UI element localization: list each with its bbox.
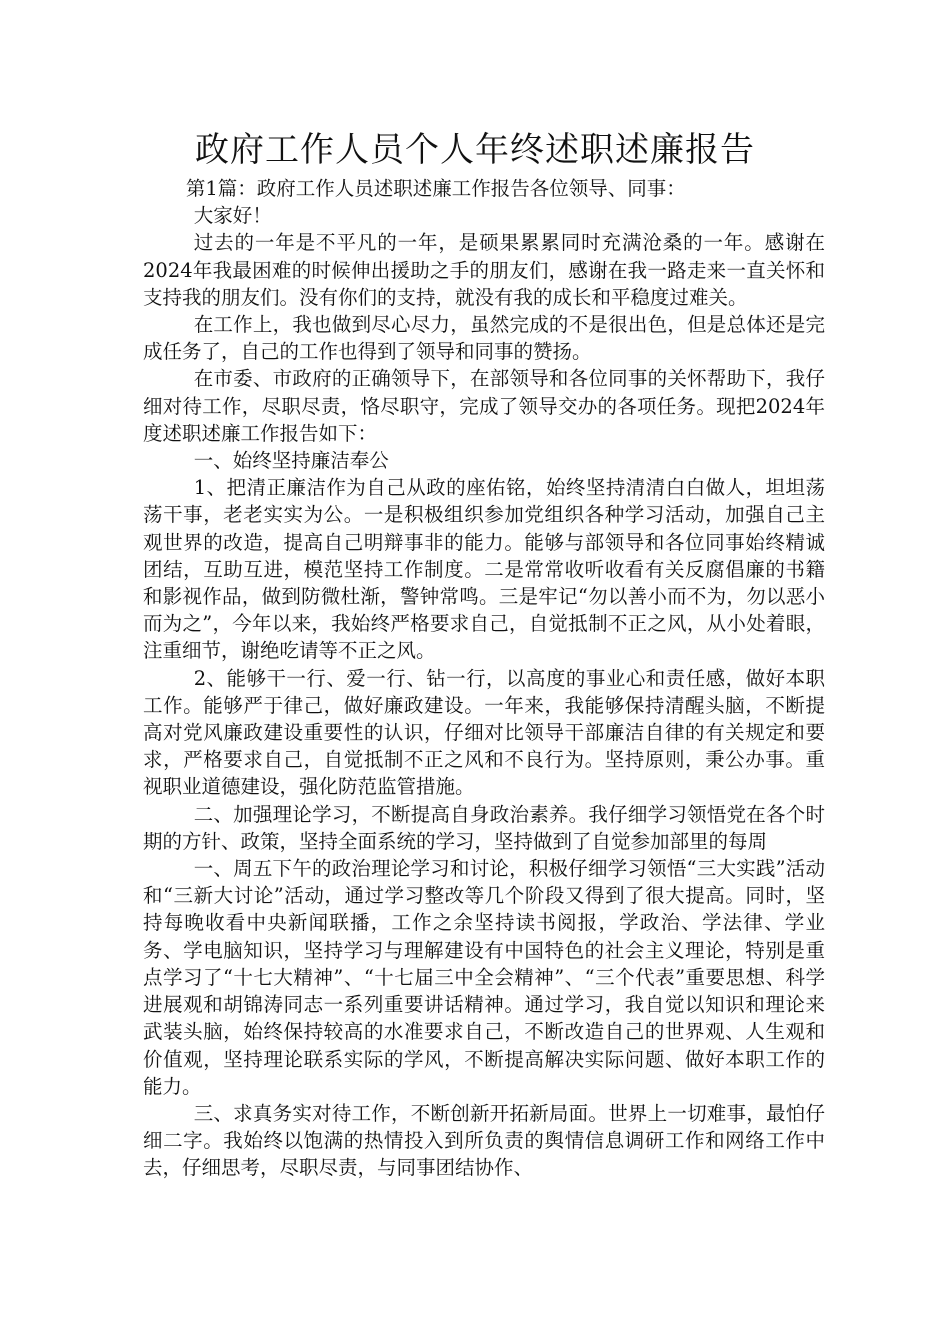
section-heading: 一、始终坚持廉洁奉公 [193,449,389,473]
paragraph: 2、能够干一行、爱一行、钻一行，以高度的事业心和责任感，做好本职工作。能够严于律己，做好廉政建设。一年来，我能够保持清醒头脑，不断提高对党风廉政建设重要性的认识，仔细对比领导干部廉洁自律的有关规定和要求，严格要求自己，自觉抵制不正之风和不良行为。坚持原则，秉公办事。重视职业道德建设，强化防范监管措施。 [143,666,825,799]
paragraph: 在市委、市政府的正确领导下，在部领导和各位同事的关怀帮助下，我仔细对待工作，尽职尽责，恪尽职守，完成了领导交办的各项任务。现把2024年度述职述廉工作报告如下： [143,367,825,445]
paragraph: 一、周五下午的政治理论学习和讨论，积极仔细学习领悟“三大实践”活动和“三新大讨论”活动，通过学习整改等几个阶段又得到了很大提高。同时，坚持每晚收看中央新闻联播，工作之余坚持读书阅报，学政治、学法律、学业务、学电脑知识，坚持学习与理解建设有中国特色的社会主义理论，特别是重点学习了“十七大精神”、“十七届三中全会精神”、“三个代表”重要思想、科学进展观和胡锦涛同志一系列重要讲话精神。通过学习，我自觉以知识和理论来武装头脑，始终保持较高的水准要求自己，不断改造自己的世界观、人生观和价值观，坚持理论联系实际的学风，不断提高解决实际问题、做好本职工作的能力。 [143,857,825,1098]
paragraph-greeting: 大家好！ [193,204,272,228]
paragraph: 二、加强理论学习，不断提高自身政治素养。我仔细学习领悟党在各个时期的方针、政策，坚持全面系统的学习，坚持做到了自觉参加部里的每周 [143,802,825,853]
paragraph: 过去的一年是不平凡的一年，是硕果累累同时充满沧桑的一年。感谢在2024年我最困难的时候伸出援助之手的朋友们，感谢在我一路走来一直关怀和支持我的朋友们。没有你们的支持，就没有我的成长和平稳度过难关。 [143,231,825,309]
paragraph: 1、把清正廉洁作为自己从政的座佑铭，始终坚持清清白白做人，坦坦荡荡干事，老老实实为公。一是积极组织参加党组织各种学习活动，加强自己主观世界的改造，提高自己明辩事非的能力。能够与部领导和各位同事始终精诚团结，互助互进，模范坚持工作制度。二是常常收听收看有关反腐倡廉的书籍和影视作品，做到防微杜渐，警钟常鸣。三是牢记“勿以善小而不为，勿以恶小而为之”，今年以来，我始终严格要求自己，自觉抵制不正之风，从小处着眼，注重细节，谢绝吃请等不正之风。 [143,476,825,663]
paragraph: 三、求真务实对待工作，不断创新开拓新局面。世界上一切难事，最怕仔细二字。我始终以饱满的热情投入到所负责的舆情信息调研工作和网络工作中去，仔细思考，尽职尽责，与同事团结协作、 [143,1101,825,1180]
document-title: 政府工作人员个人年终述职述廉报告 [195,130,755,170]
document-body [143,175,825,1182]
paragraph: 在工作上，我也做到尽心尽力，虽然完成的不是很出色，但是总体还是完成任务了，自己的工作也得到了领导和同事的赞扬。 [143,313,825,364]
paragraph-chapter-heading: 第1篇：政府工作人员述职述廉工作报告各位领导、同事： [185,177,686,200]
